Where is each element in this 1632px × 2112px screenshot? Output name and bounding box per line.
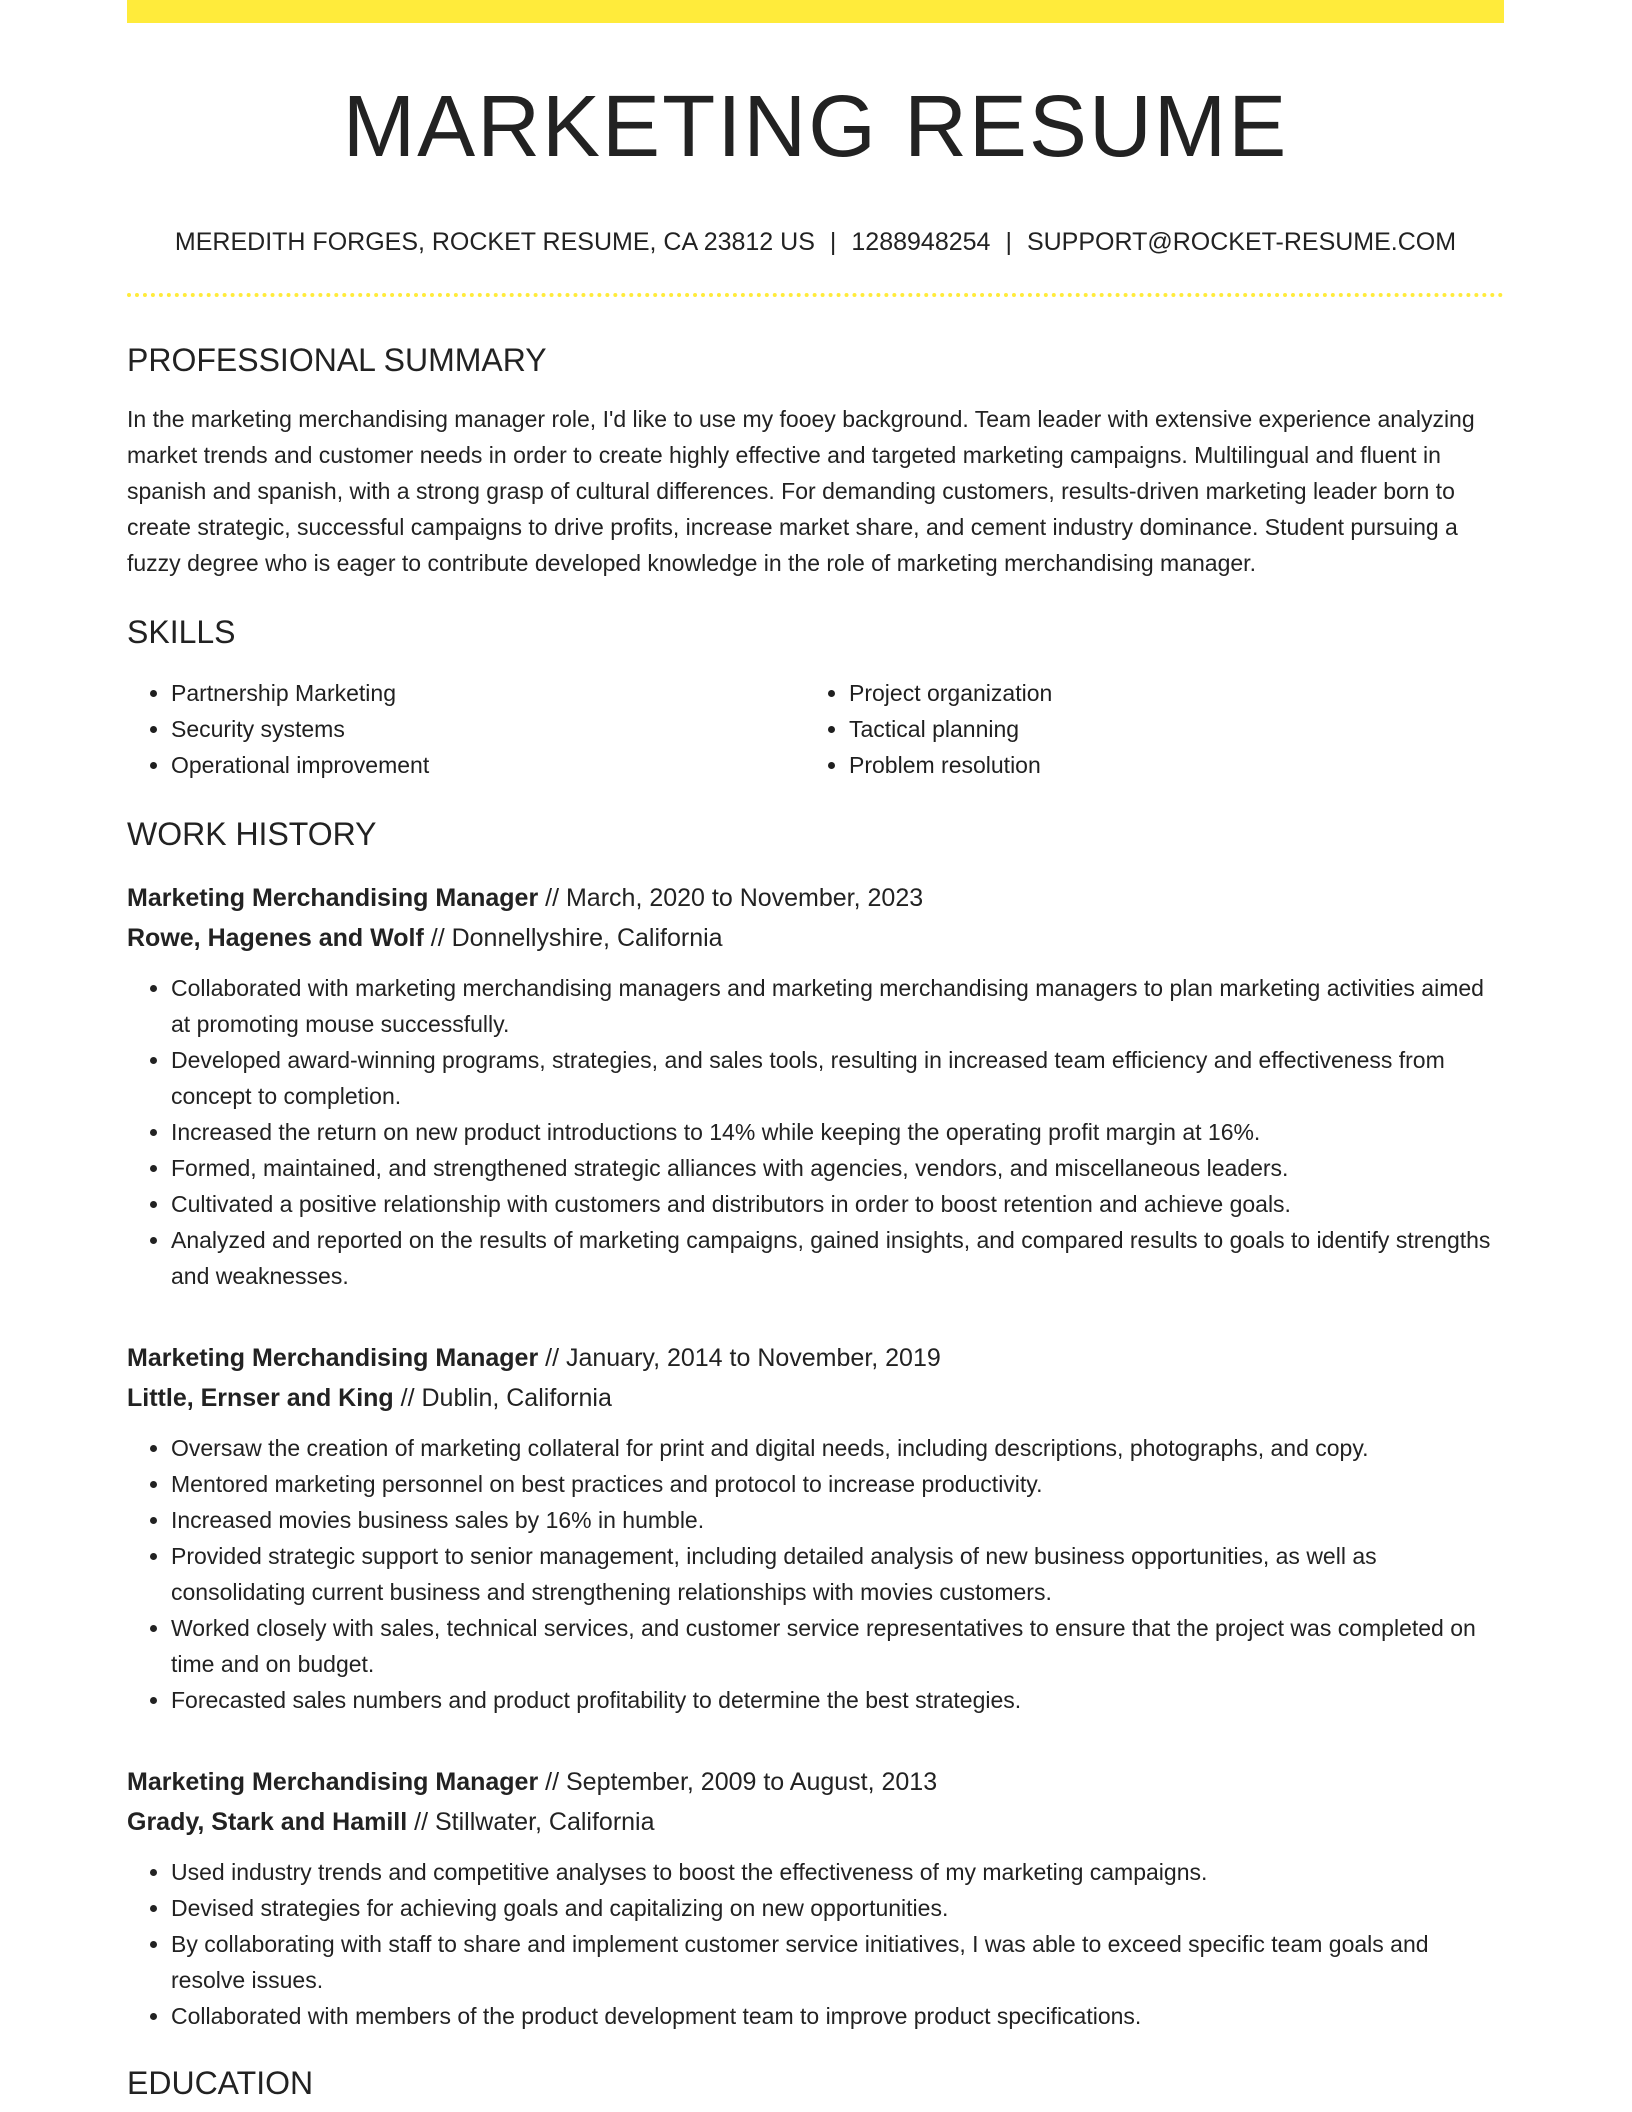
job-title-line xyxy=(127,878,1504,918)
skill-item: • Project organization xyxy=(849,675,1483,711)
job-bullet: • Increased movies business sales by 16% in humble. xyxy=(171,1502,1504,1538)
job-bullet: • Increased the return on new product introductions to 14% while keeping the operating profit margin at 16%. xyxy=(171,1114,1504,1150)
job-location: // Donnellyshire, California xyxy=(423,923,723,952)
job-title: Marketing Merchandising Manager xyxy=(127,883,539,912)
skill-item: • Security systems xyxy=(171,711,805,747)
job-location: // Dublin, California xyxy=(393,1383,612,1412)
job-title: Marketing Merchandising Manager xyxy=(127,1343,539,1372)
job-bullet: • Developed award-winning programs, strategies, and sales tools, resulting in increased team efficiency and effectiveness from concept to completion. xyxy=(171,1042,1504,1114)
job-bullet: • Worked closely with sales, technical services, and customer service representatives to ensure that the project was completed on time and on budget. xyxy=(171,1610,1504,1682)
job-bullet: • Mentored marketing personnel on best practices and protocol to increase productivity. xyxy=(171,1466,1504,1502)
work-history-heading: WORK HISTORY xyxy=(127,816,377,853)
job-company: Grady, Stark and Hamill xyxy=(127,1807,408,1836)
job-company: Rowe, Hagenes and Wolf xyxy=(127,923,424,952)
skills-heading: SKILLS xyxy=(127,614,236,651)
job-bullet: • Devised strategies for achieving goals and capitalizing on new opportunities. xyxy=(171,1890,1504,1926)
job-dates: // September, 2009 to August, 2013 xyxy=(538,1767,938,1796)
job-bullet: • Forecasted sales numbers and product profitability to determine the best strategies. xyxy=(171,1682,1504,1718)
resume-page xyxy=(127,0,1504,2102)
job-bullet: • Cultivated a positive relationship with customers and distributors in order to boost retention and achieve goals. xyxy=(171,1186,1504,1222)
skills-list xyxy=(127,675,1504,783)
job-title: Marketing Merchandising Manager xyxy=(127,1767,539,1796)
job-dates: // March, 2020 to November, 2023 xyxy=(538,883,924,912)
page-title: MARKETING RESUME xyxy=(342,78,1289,175)
job-company: Little, Ernser and King xyxy=(127,1383,394,1412)
header-divider xyxy=(127,293,1504,297)
job-bullets xyxy=(127,970,1504,1294)
skills-column-right xyxy=(805,675,1483,783)
job-bullet: • Analyzed and reported on the results of marketing campaigns, gained insights, and compared results to goals to identify strengths and weaknesses. xyxy=(171,1222,1504,1294)
job-location: // Stillwater, California xyxy=(407,1807,655,1836)
job-company-line xyxy=(127,918,1504,958)
job-bullet: • By collaborating with staff to share and implement customer service initiatives, I was able to exceed specific team goals and resolve issues. xyxy=(171,1926,1504,1998)
job-entry xyxy=(127,878,1504,1294)
skill-item: • Tactical planning xyxy=(849,711,1483,747)
skill-item: • Partnership Marketing xyxy=(171,675,805,711)
contact-line xyxy=(127,227,1504,257)
job-company-line xyxy=(127,1378,1504,1418)
job-bullets xyxy=(127,1854,1504,2034)
contact-address: MEREDITH FORGES, ROCKET RESUME, CA 23812 US xyxy=(174,227,815,256)
skill-item: • Operational improvement xyxy=(171,747,805,783)
job-bullet: • Oversaw the creation of marketing collateral for print and digital needs, including descriptions, photographs, and copy. xyxy=(171,1430,1504,1466)
top-accent-bar xyxy=(127,0,1504,23)
contact-email: SUPPORT@ROCKET-RESUME.COM xyxy=(1026,227,1457,256)
education-heading: EDUCATION xyxy=(127,2064,314,2101)
job-bullet: • Collaborated with members of the product development team to improve product specifications. xyxy=(171,1998,1504,2034)
job-bullet: • Formed, maintained, and strengthened strategic alliances with agencies, vendors, and miscellaneous leaders. xyxy=(171,1150,1504,1186)
job-bullet: • Used industry trends and competitive analyses to boost the effectiveness of my marketing campaigns. xyxy=(171,1854,1504,1890)
contact-separator: | xyxy=(829,227,837,256)
job-entry xyxy=(127,1762,1504,2034)
summary-heading: PROFESSIONAL SUMMARY xyxy=(127,341,547,378)
job-title-line xyxy=(127,1338,1504,1378)
contact-separator: | xyxy=(1005,227,1012,256)
job-bullet: • Provided strategic support to senior management, including detailed analysis of new business opportunities, as well as consolidating current business and strengthening relationships with movies customers. xyxy=(171,1538,1504,1610)
summary-text: In the marketing merchandising manager role, I'd like to use my fooey background. Team leader with extensive experience analyzing market trends and customer needs in order to create highly effective and targeted marketing campaigns. Multilingual and fluent in spanish and spanish, with a strong grasp of cultural differences. For demanding customers, results-driven marketing leader born to create strategic, successful campaigns to drive profits, increase market share, and cement industry dominance. Student pursuing a fuzzy degree who is eager to contribute developed knowledge in the role of marketing merchandising manager. xyxy=(127,406,1475,577)
skills-column-left xyxy=(127,675,805,783)
contact-phone: 1288948254 xyxy=(851,227,991,256)
skill-item: • Problem resolution xyxy=(849,747,1483,783)
job-entry xyxy=(127,1338,1504,1718)
job-dates: // January, 2014 to November, 2019 xyxy=(538,1343,941,1372)
job-bullet: • Collaborated with marketing merchandising managers and marketing merchandising managers to plan marketing activities aimed at promoting mouse successfully. xyxy=(171,970,1504,1042)
job-company-line xyxy=(127,1802,1504,1842)
job-bullets xyxy=(127,1430,1504,1718)
job-title-line xyxy=(127,1762,1504,1802)
